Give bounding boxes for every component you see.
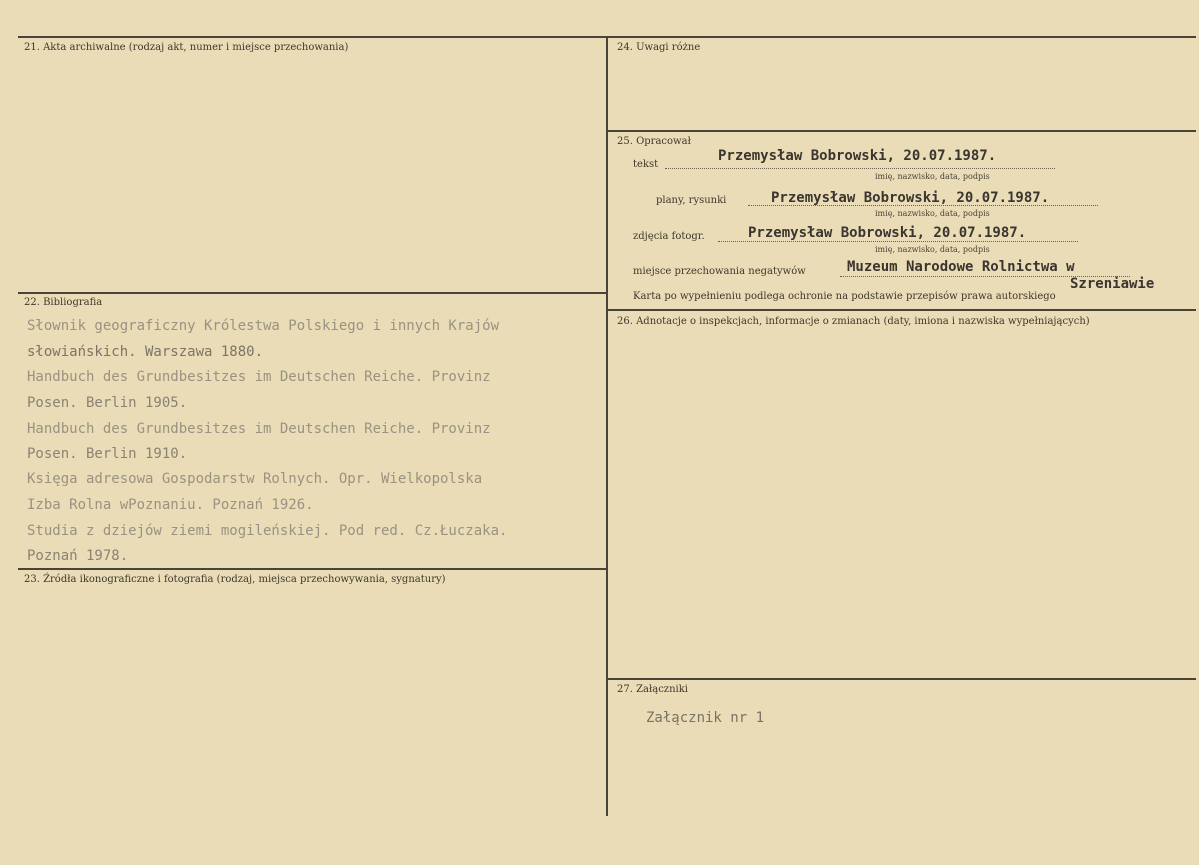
zdjecia-dotted-line	[718, 241, 1078, 242]
divider-26-27	[607, 678, 1196, 680]
section-26-title: 26. Adnotacje o inspekcjach, informacje o zmianach (daty, imiona i nazwiska wypełniających)	[617, 316, 1090, 327]
plany-caption: imię, nazwisko, data, podpis	[875, 209, 990, 218]
bibliography-line-3: Handbuch des Grundbesitzes im Deutschen Reiche. Provinz	[27, 369, 491, 385]
divider-25-26	[607, 309, 1196, 311]
miejsce-value-line-1: Muzeum Narodowe Rolnictwa w	[847, 259, 1075, 275]
zdjecia-caption: imię, nazwisko, data, podpis	[875, 245, 990, 254]
plany-label: plany, rysunki	[656, 195, 727, 206]
section-23-title: 23. Źródła ikonograficzne i fotografia (rodzaj, miejsca przechowywania, sygnatury)	[24, 574, 446, 585]
tekst-value: Przemysław Bobrowski, 20.07.1987.	[718, 148, 997, 164]
bibliography-line-2: słowiańskich. Warszawa 1880.	[27, 344, 264, 360]
section-22-title: 22. Bibliografia	[24, 297, 103, 308]
bibliography-line-4: Posen. Berlin 1905.	[27, 395, 188, 411]
bibliography-line-7: Księga adresowa Gospodarstw Rolnych. Opr. Wielkopolska	[27, 471, 483, 487]
divider-21-22	[18, 292, 607, 294]
plany-value: Przemysław Bobrowski, 20.07.1987.	[771, 190, 1050, 206]
miejsce-label: miejsce przechowania negatywów	[633, 266, 806, 277]
bibliography-line-8: Izba Rolna wPoznaniu. Poznań 1926.	[27, 497, 314, 513]
divider-22-23	[18, 568, 607, 570]
section-21-title: 21. Akta archiwalne (rodzaj akt, numer i miejsce przechowania)	[24, 42, 349, 53]
tekst-dotted-line	[665, 168, 1055, 169]
divider-24-25	[607, 130, 1196, 132]
bibliography-line-9: Studia z dziejów ziemi mogileńskiej. Pod red. Cz.Łuczaka.	[27, 523, 508, 539]
bibliography-line-6: Posen. Berlin 1910.	[27, 446, 188, 462]
zdjecia-value: Przemysław Bobrowski, 20.07.1987.	[748, 225, 1027, 241]
attachment-value: Załącznik nr 1	[646, 710, 765, 726]
tekst-caption: imię, nazwisko, data, podpis	[875, 172, 990, 181]
section-24-title: 24. Uwagi różne	[617, 42, 701, 53]
miejsce-value-line-2: Szreniawie	[1070, 276, 1155, 292]
section-25-title: 25. Opracował	[617, 136, 691, 147]
karta-copyright-note: Karta po wypełnieniu podlega ochronie na podstawie przepisów prawa autorskiego	[633, 291, 1056, 302]
tekst-label: tekst	[633, 159, 659, 170]
bibliography-line-5: Handbuch des Grundbesitzes im Deutschen Reiche. Provinz	[27, 421, 491, 437]
center-divider-line	[606, 36, 608, 816]
section-27-title: 27. Załączniki	[617, 684, 688, 695]
zdjecia-label: zdjęcia fotogr.	[633, 231, 705, 242]
bibliography-line-1: Słownik geograficzny Królestwa Polskiego i innych Krajów	[27, 318, 500, 334]
bibliography-line-10: Poznań 1978.	[27, 548, 129, 564]
